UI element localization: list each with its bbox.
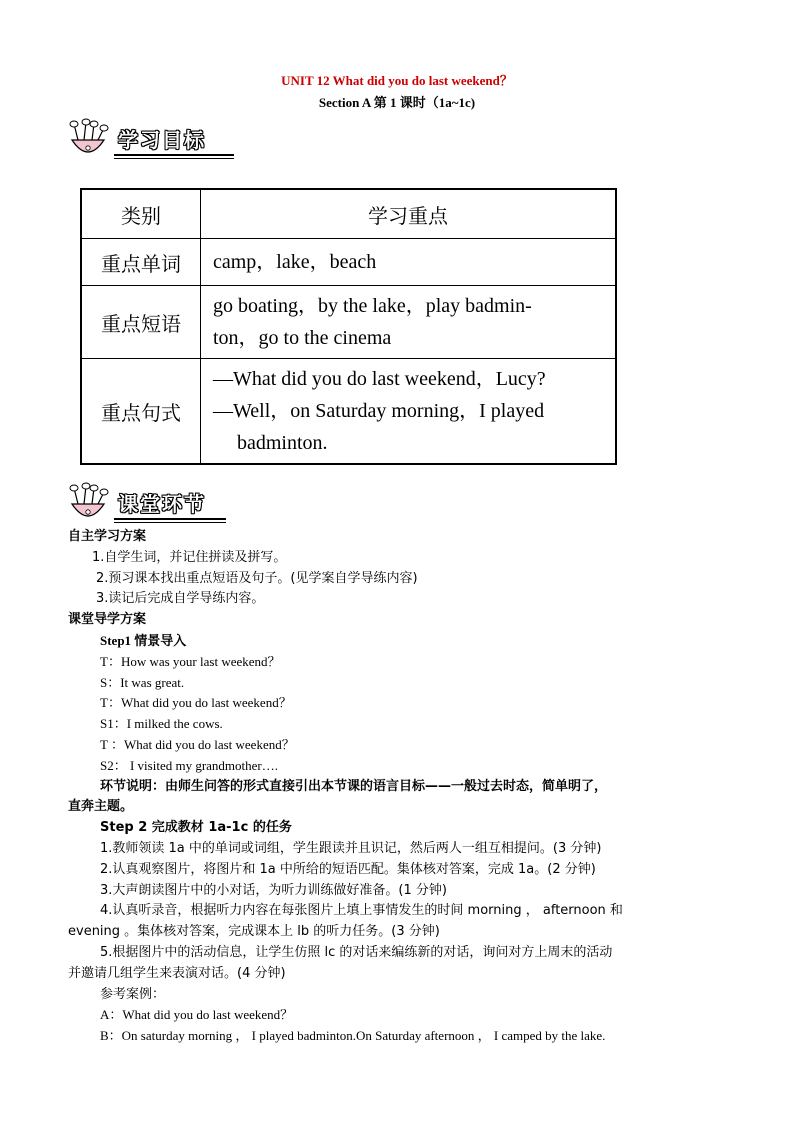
class-section-label: 课堂环节 — [118, 492, 206, 516]
class-guide-heading: 课堂导学方案 — [68, 612, 147, 628]
example-heading: 参考案例： — [100, 986, 166, 1002]
dialogue-line: S：It was great. — [100, 674, 185, 690]
list-item: evening 。集体核对答案，完成课本上 lb 的听力任务。(3 分钟) — [68, 924, 440, 940]
header-category: 类别 — [81, 189, 201, 239]
learning-goals-banner — [64, 118, 239, 164]
value-line: —What did you do last weekend，Lucy? — [213, 368, 546, 390]
value-line: go boating，by the lake，play badmin- — [213, 295, 532, 317]
table-row — [81, 239, 616, 286]
example-line: A：What did you do last weekend？ — [100, 1007, 294, 1023]
table-header-row — [81, 189, 616, 239]
lesson-content — [68, 527, 730, 1047]
header-focus: 学习重点 — [201, 189, 617, 239]
learning-goals-label: 学习目标 — [118, 128, 206, 152]
dialogue-line: S1：I milked the cows. — [100, 716, 223, 732]
goals-table — [80, 188, 617, 465]
value-line: ton，go to the cinema — [213, 327, 392, 349]
table-row — [81, 359, 616, 465]
step2-heading: Step 2 完成教材 1a-1c 的任务 — [100, 820, 292, 836]
dialogue-line: T ：What did you do last weekend？ — [100, 736, 295, 752]
list-item: 2.预习课本找出重点短语及句子。(见学案自学导练内容) — [96, 570, 418, 586]
unit-title: UNIT 12 What did you do last weekend？ — [281, 73, 513, 88]
value-line: badminton. — [237, 432, 328, 454]
category-cell: 重点短语 — [81, 286, 201, 359]
category-cell: 重点单词 — [81, 239, 201, 286]
flower-basket-icon — [64, 118, 112, 164]
list-item: 并邀请几组学生来表演对话。(4 分钟) — [68, 965, 286, 981]
section-subtitle: Section A 第 1 课时（1a~1c) — [318, 95, 476, 110]
dialogue-line: S2： I visited my grandmother…. — [100, 757, 279, 773]
list-item: 3.大声朗读图片中的小对话，为听力训练做好准备。(1 分钟) — [100, 882, 447, 898]
value-cell — [201, 239, 617, 286]
list-item: 2.认真观察图片，将图片和 1a 中所给的短语匹配。集体核对答案，完成 1a。(2 分钟) — [100, 861, 596, 877]
list-item: 1.自学生词，并记住拼读及拼写。 — [92, 549, 287, 565]
note-line: 环节说明：由师生问答的形式直接引出本节课的语言目标——一般过去时态，简单明了， — [100, 778, 608, 794]
class-section-banner — [64, 482, 229, 528]
table-row — [81, 286, 616, 359]
dialogue-line: T：What did you do last weekend？ — [100, 695, 292, 711]
value-line: —Well，on Saturday morning，I played — [213, 400, 545, 422]
example-line: B：On saturday morning ， I played badminton.On Saturday afternoon ， I camped by the lake. — [100, 1028, 606, 1044]
value-cell — [201, 286, 617, 359]
category-cell: 重点句式 — [81, 359, 201, 465]
flower-basket-icon — [64, 482, 112, 528]
list-item: 1.教师领读 1a 中的单词或词组，学生跟读并且识记，然后两人一组互相提问。(3 分钟) — [100, 840, 602, 856]
step1-heading: Step1 情景导入 — [100, 632, 187, 648]
note-line: 直奔主题。 — [68, 799, 134, 815]
list-item: 3.读记后完成自学导练内容。 — [96, 591, 265, 607]
list-item: 4.认真听录音，根据听力内容在每张图片上填上事情发生的时间 morning ， afternoon 和 — [100, 903, 623, 919]
value-line: camp，lake，beach — [213, 251, 377, 273]
dialogue-line: T：How was your last weekend？ — [100, 653, 281, 669]
self-study-heading: 自主学习方案 — [68, 529, 147, 544]
list-item: 5.根据图片中的活动信息，让学生仿照 lc 的对话来编练新的对话，询问对方上周末的活动 — [100, 944, 613, 960]
value-cell — [201, 359, 617, 465]
